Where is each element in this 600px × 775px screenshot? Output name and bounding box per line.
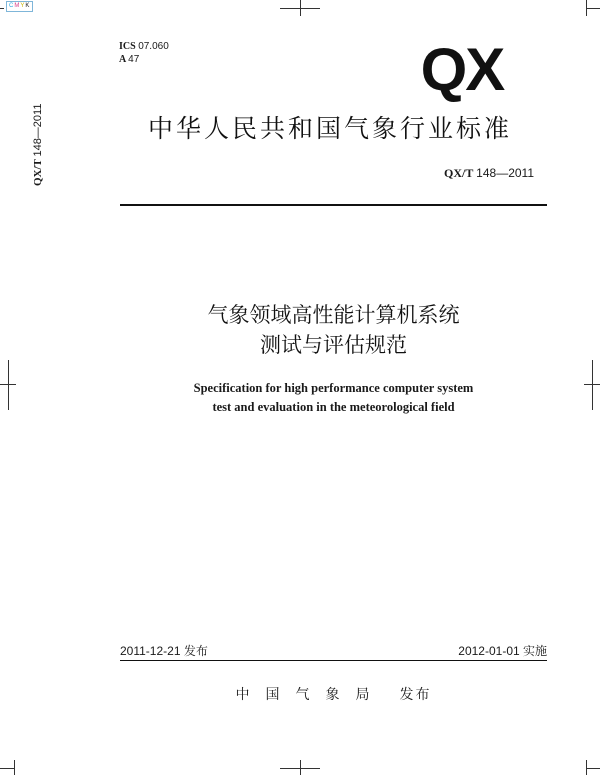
crop-mark-bottom-left-v: [14, 760, 15, 775]
spine-code-prefix: QX/T: [32, 159, 44, 186]
footer-divider: [120, 660, 547, 661]
standard-type-title: 中华人民共和国气象行业标准: [147, 114, 512, 143]
title-en-line-1: Specification for high performance computer system: [193, 381, 474, 395]
crop-mark-top-right: [586, 8, 600, 9]
crop-mark-left-middle-h: [0, 384, 16, 385]
ccs-value: 47: [128, 54, 140, 65]
issue-date: 2011-12-21 发布: [120, 644, 208, 658]
spine-code-number: 148—2011: [32, 103, 44, 157]
ccs-label: A: [119, 54, 126, 65]
crop-mark-left-middle: [8, 360, 9, 410]
crop-mark-top-left: [0, 8, 4, 9]
ics-line: [119, 40, 169, 53]
spine-standard-code: [32, 104, 44, 186]
crop-mark-bottom-right: [586, 768, 600, 769]
title-cn-line-2: 测试与评估规范: [260, 333, 407, 357]
publisher-char-1: 中: [235, 687, 252, 703]
document-title-cn: [120, 300, 547, 360]
classification-codes: [119, 40, 169, 66]
qx-logo: QX: [420, 36, 504, 103]
publisher-action: 发布: [399, 687, 432, 703]
publisher-line: [120, 684, 547, 704]
standard-code: [444, 166, 534, 181]
ics-label: ICS: [119, 41, 136, 52]
standard-code-number: 148—2011: [476, 166, 534, 180]
color-registration-bar: [6, 1, 33, 12]
cyan-mark: C: [9, 3, 15, 9]
publisher-char-2: 国: [265, 687, 282, 703]
implementation-date: 2012-01-01 实施: [458, 644, 547, 658]
publisher-char-5: 局: [355, 687, 372, 703]
crop-mark-bottom-left: [0, 768, 14, 769]
ics-value: 07.060: [138, 41, 169, 52]
crop-mark-right-middle: [592, 360, 593, 410]
title-en-line-2: test and evaluation in the meteorological field: [212, 400, 455, 414]
magenta-mark: M: [14, 3, 21, 9]
crop-mark-top-center-v: [300, 0, 301, 16]
publisher-char-3: 气: [295, 687, 312, 703]
publisher-char-4: 象: [325, 687, 342, 703]
crop-mark-bottom-right-v: [586, 760, 587, 775]
crop-mark-right-middle-h: [584, 384, 600, 385]
title-cn-line-1: 气象领域高性能计算机系统: [207, 303, 460, 327]
ccs-line: [119, 53, 169, 66]
crop-mark-bottom-center-v: [300, 760, 301, 775]
header-divider: [120, 204, 547, 206]
black-mark: K: [25, 3, 31, 9]
document-title-en: [120, 379, 547, 417]
yellow-mark: Y: [20, 3, 26, 9]
standard-code-prefix: QX/T: [444, 166, 474, 180]
crop-mark-top-right-v: [586, 0, 587, 16]
